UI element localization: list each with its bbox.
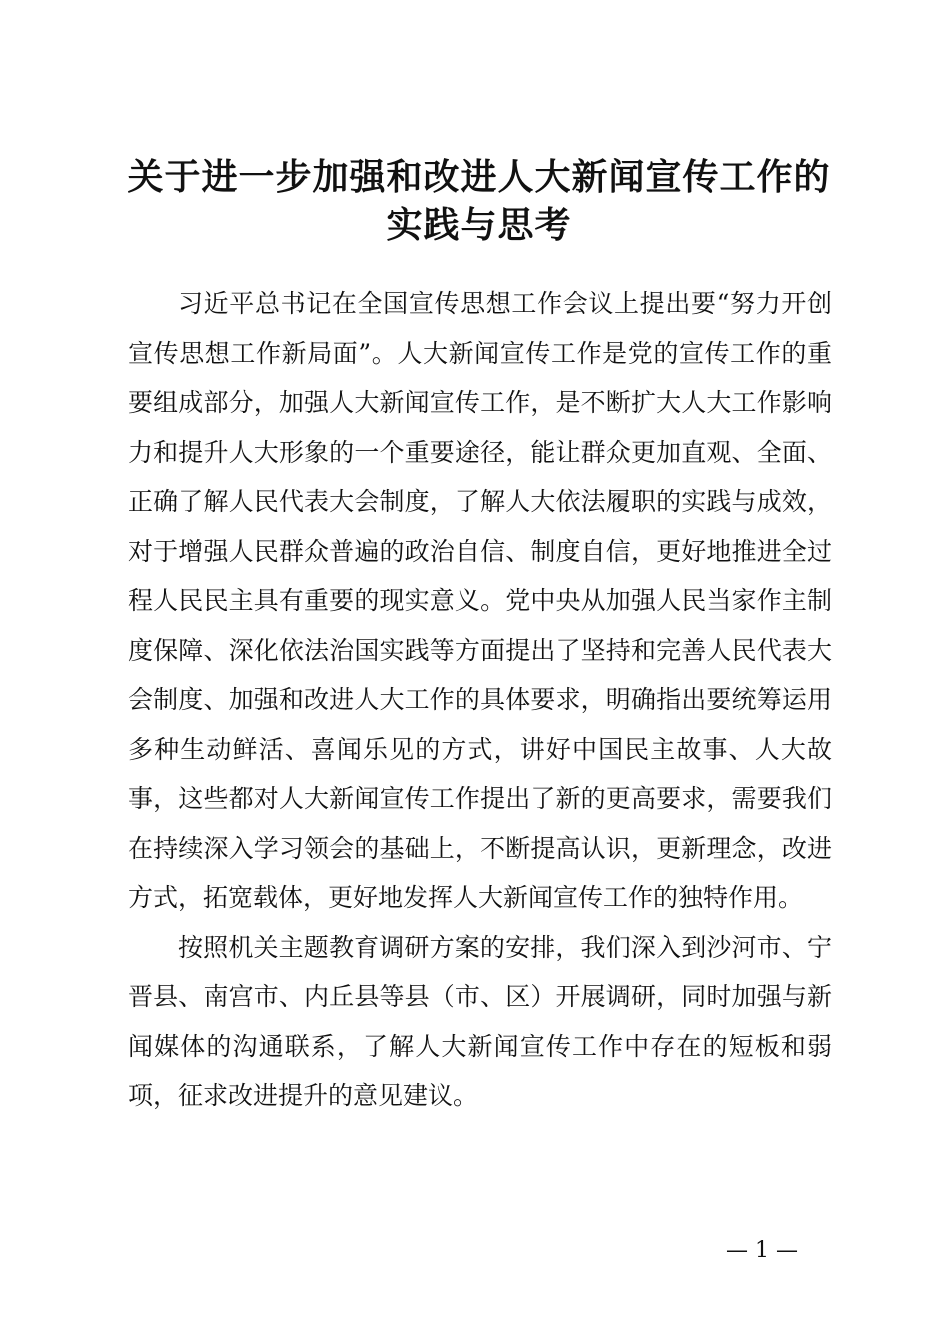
document-body [128, 279, 832, 1121]
page-number: — 1 — [726, 1238, 798, 1263]
paragraph-2: 按照机关主题教育调研方案的安排，我们深入到沙河市、宁晋县、南宫市、内丘县等县（市、区）开展调研，同时加强与新闻媒体的沟通联系，了解人大新闻宣传工作中存在的短板和弱项，征求改进提升的意见建议。 [128, 932, 832, 1110]
paragraph-1: 习近平总书记在全国宣传思想工作会议上提出要“努力开创宣传思想工作新局面”。人大新闻宣传工作是党的宣传工作的重要组成部分，加强人大新闻宣传工作，是不断扩大人大工作影响力和提升人大形象的一个重要途径，能让群众更加直观、全面、正确了解人民代表大会制度，了解人大依法履职的实践与成效，对于增强人民群众普遍的政治自信、制度自信，更好地推进全过程人民民主具有重要的现实意义。党中央从加强人民当家作主制度保障、深化依法治国实践等方面提出了坚持和完善人民代表大会制度、加强和改进人大工作的具体要求，明确指出要统筹运用多种生动鲜活、喜闻乐见的方式，讲好中国民主故事、人大故事，这些都对人大新闻宣传工作提出了新的更高要求，需要我们在持续深入学习领会的基础上，不断提高认识，更新理念，改进方式，拓宽载体，更好地发挥人大新闻宣传工作的独特作用。 [128, 289, 832, 912]
document-title: 关于进一步加强和改进人大新闻宣传工作的实践与思考 [127, 157, 831, 246]
